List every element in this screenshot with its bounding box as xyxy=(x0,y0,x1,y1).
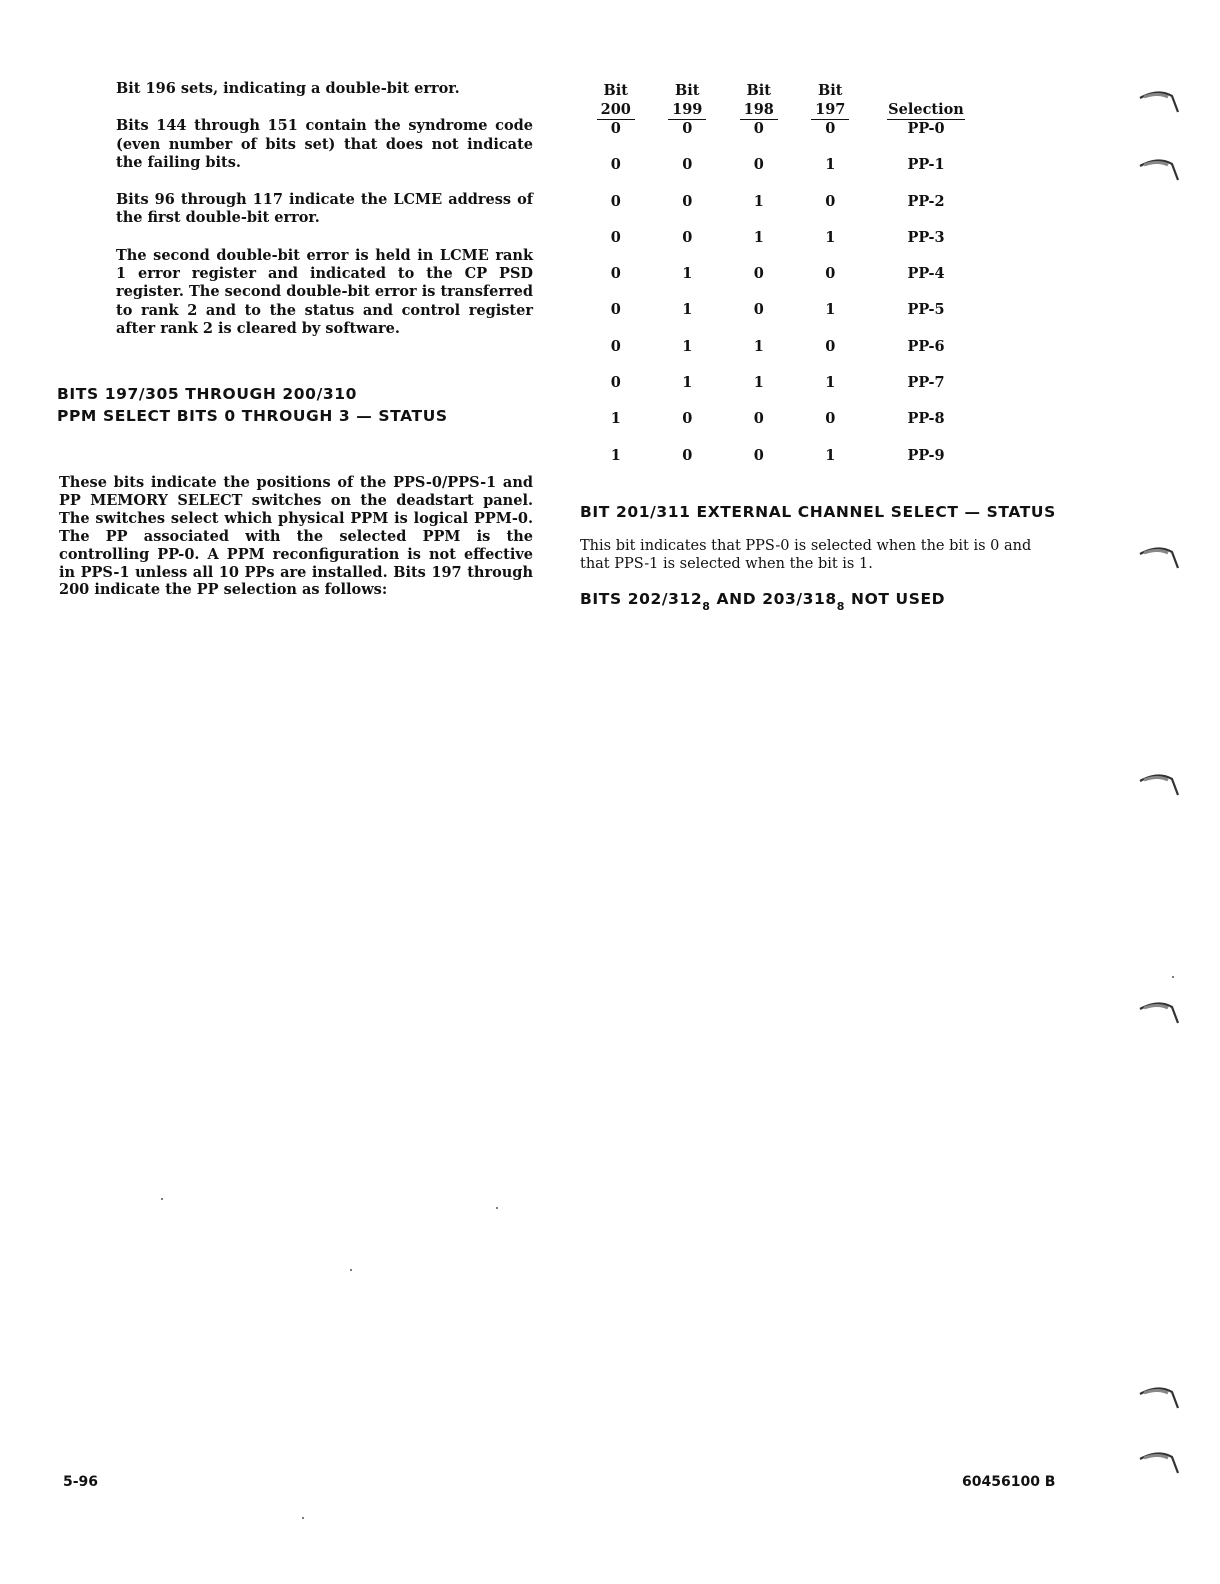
bit-value-cell: 1 xyxy=(610,410,621,428)
heading-line-1: BITS 197/305 THROUGH 200/310 xyxy=(57,385,357,403)
scan-speck xyxy=(302,1517,304,1519)
bit-value-cell: 1 xyxy=(682,265,693,283)
table-row xyxy=(580,374,986,410)
paragraph-double-bit-error: Bit 196 sets, indicating a double-bit error. xyxy=(116,80,460,97)
scan-speck xyxy=(161,1198,163,1200)
header-bit-198: Bit 198 xyxy=(723,78,795,120)
paragraph-lcme-address: Bits 96 through 117 indicate the LCME address of the first double-bit error. xyxy=(116,191,533,227)
table-row xyxy=(580,301,986,337)
bit-value-cell: 1 xyxy=(825,301,836,319)
bit-value-cell: 0 xyxy=(682,446,693,464)
bit-value-cell: 0 xyxy=(610,265,621,283)
scan-speck xyxy=(496,1207,498,1209)
paragraph-pps-select: This bit indicates that PPS-0 is selected when the bit is 0 and that PPS-1 is selected when the bit is 1. xyxy=(580,538,1032,572)
bit-value-cell: 0 xyxy=(753,120,764,137)
left-column-lower xyxy=(59,474,533,599)
bit-value-cell: 0 xyxy=(610,301,621,319)
bit-value-cell: 1 xyxy=(682,374,693,392)
header-bit-200: Bit 200 xyxy=(580,78,652,120)
bit-value-cell: 0 xyxy=(682,410,693,428)
heading-external-channel-select: BIT 201/311 EXTERNAL CHANNEL SELECT — STATUS xyxy=(580,503,1056,521)
bit-value-cell: 1 xyxy=(825,228,836,246)
selection-cell: PP-8 xyxy=(907,410,945,428)
section-heading-ppm-select xyxy=(57,383,448,427)
scan-speck xyxy=(1172,976,1174,978)
selection-cell: PP-7 xyxy=(907,374,945,392)
bit-value-cell: 1 xyxy=(825,374,836,392)
document-number: 60456100 B xyxy=(962,1474,1056,1490)
bit-value-cell: 0 xyxy=(825,265,836,283)
selection-cell: PP-9 xyxy=(907,446,945,464)
scan-speck xyxy=(350,1269,352,1271)
table-row xyxy=(580,447,986,483)
binder-hole-icon xyxy=(1138,771,1182,801)
heading-line-2: PPM SELECT BITS 0 THROUGH 3 — STATUS xyxy=(57,407,448,425)
heading-bits-not-used: BITS $202/312_8$ AND $203/318_8$ NOT USED xyxy=(580,590,946,614)
bit-value-cell: 0 xyxy=(753,156,764,174)
bit-value-cell: 1 xyxy=(825,446,836,464)
bit-value-cell: 0 xyxy=(610,228,621,246)
paragraph-switch-positions: These bits indicate the positions of the PPS-0/PPS-1 and PP MEMORY SELECT switches on the deadstart panel. The switches select which physical PPM is logical PPM-0. The PP associated with the selected PPM is the controlling PP-0. A PPM reconfiguration is not effective in PPS-1 unless all 10 PPs are installed. Bits 197 through 200 indicate the PP selection as follows: xyxy=(59,474,533,599)
left-column xyxy=(116,80,533,338)
paragraph-syndrome-code: Bits 144 through 151 contain the syndrome code (even number of bits set) that does not indicate the failing bits. xyxy=(116,117,533,171)
bit-value-cell: 0 xyxy=(825,410,836,428)
header-bit-199: Bit 199 xyxy=(652,78,724,120)
bit-value-cell: 0 xyxy=(682,192,693,210)
table-row xyxy=(580,410,986,446)
table-header-row xyxy=(580,78,986,120)
bit-value-cell: 0 xyxy=(682,156,693,174)
bit-value-cell: 0 xyxy=(753,446,764,464)
bit-value-cell: 1 xyxy=(825,156,836,174)
right-column xyxy=(580,502,1060,615)
table-row xyxy=(580,156,986,192)
bit-value-cell: 0 xyxy=(753,301,764,319)
binder-hole-icon xyxy=(1138,544,1182,574)
bit-value-cell: 0 xyxy=(825,337,836,355)
table-row xyxy=(580,193,986,229)
bit-value-cell: 0 xyxy=(610,156,621,174)
bit-value-cell: 1 xyxy=(682,337,693,355)
binder-hole-icon xyxy=(1138,999,1182,1029)
bit-value-cell: 0 xyxy=(682,228,693,246)
binder-hole-icon xyxy=(1138,1384,1182,1414)
selection-cell: PP-2 xyxy=(907,192,945,210)
bit-value-cell: 1 xyxy=(753,192,764,210)
header-selection: Selection xyxy=(888,101,964,118)
binder-hole-icon xyxy=(1138,88,1182,118)
bit-value-cell: 0 xyxy=(610,120,621,137)
page-number: 5-96 xyxy=(63,1474,99,1490)
binder-hole-icon xyxy=(1138,156,1182,186)
table-row xyxy=(580,338,986,374)
selection-cell: PP-6 xyxy=(907,337,945,355)
selection-cell: PP-4 xyxy=(907,265,945,283)
bit-value-cell: 0 xyxy=(610,374,621,392)
table-row xyxy=(580,265,986,301)
bit-value-cell: 1 xyxy=(753,228,764,246)
selection-cell: PP-3 xyxy=(907,228,945,246)
selection-cell: PP-5 xyxy=(907,301,945,319)
bit-value-cell: 0 xyxy=(682,120,693,137)
bit-value-cell: 0 xyxy=(610,337,621,355)
bit-value-cell: 1 xyxy=(682,301,693,319)
header-bit-197: Bit 197 xyxy=(795,78,867,120)
table-row xyxy=(580,120,986,156)
pp-selection-table xyxy=(580,78,986,483)
table-row xyxy=(580,229,986,265)
bit-value-cell: 0 xyxy=(753,410,764,428)
binder-hole-icon xyxy=(1138,1449,1182,1479)
bit-value-cell: 0 xyxy=(610,192,621,210)
bit-value-cell: 1 xyxy=(610,446,621,464)
bit-value-cell: 1 xyxy=(753,374,764,392)
bit-value-cell: 1 xyxy=(753,337,764,355)
paragraph-second-error: The second double-bit error is held in LCME rank 1 error register and indicated to the CP PSD register. The second double-bit error is transferred to rank 2 and to the status and control register after rank 2 is cleared by software. xyxy=(116,246,533,337)
selection-cell: PP-0 xyxy=(907,120,945,137)
selection-cell: PP-1 xyxy=(907,156,945,174)
bit-value-cell: 0 xyxy=(753,265,764,283)
bit-value-cell: 0 xyxy=(825,192,836,210)
bit-value-cell: 0 xyxy=(825,120,836,137)
